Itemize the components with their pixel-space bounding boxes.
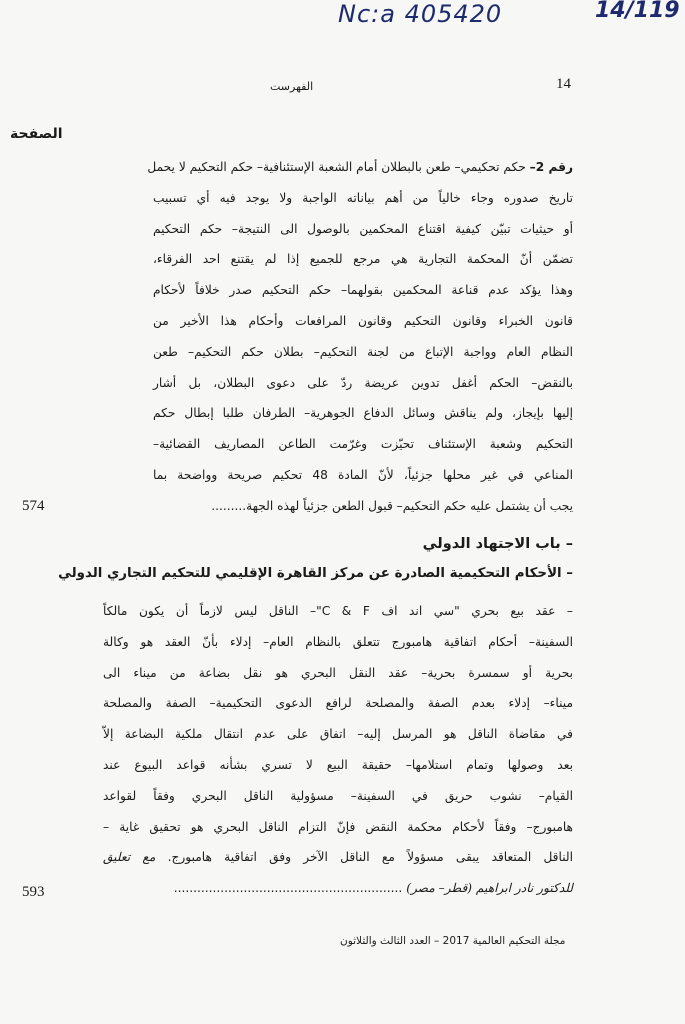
entry-line: بالنقض– الحكم أغفل تدوين عريضة ردّ على دعوى البطلان، بل أشار (153, 375, 573, 390)
entry-line: بعد وصولها وتمام استلامها– حقيقة البيع لا تسري بشأنه قواعد البيوع عند (103, 757, 573, 772)
entry-line: رقم 2– حكم تحكيمي– طعن بالبطلان أمام الشعبة الإستئنافية– حكم التحكيم لا يحمل (147, 160, 573, 174)
section-title: – باب الاجتهاد الدولي (422, 536, 573, 552)
entry-line: – عقد بيع بحري "سي اند اف C & F"– الناقل ليس لازماً أن يكون مالكاً (103, 604, 573, 618)
entry-line: السفينة– أحكام اتفاقية هامبورج تتعلق بالنظام العام– إدلاء بأنّ العقد هو وكالة (103, 634, 573, 649)
entry-line: قانون الخبراء وقانون التحكيم وقانون المرافعات وأحكام هذا الأخير من (153, 313, 573, 328)
entry-line: القيام– نشوب حريق في السفينة– مسؤولية الناقل البحري وفقاً لقواعد (103, 788, 573, 803)
page-number: 14 (556, 76, 571, 92)
entry-line (103, 873, 573, 904)
entry-line: وهذا يؤكد عدم قناعة المحكمين بقولهما– حكم التحكيم صدر خلافاً لأحكام (153, 283, 573, 298)
entry-lead: رقم 2– (529, 160, 573, 174)
entry-line: يجب أن يشتمل عليه حكم التحكيم– قبول الطعن جزئياً لهذه الجهة......... (211, 498, 573, 513)
entry-line: هامبورج– وفقاً لأحكام محكمة النقض فإنّ التزام الناقل البحري هو تحقيق غاية – (103, 819, 573, 834)
entry-line: ميناء– إدلاء بعدم الصفة والمصلحة لرافع الدعوى التحكيمية– الصفة والمصلحة (103, 696, 573, 711)
entry-line: تضمّن أنّ المحكمة التجارية هي مرجع للجميع إذا لم يقتنع احد الفرقاء، (153, 252, 573, 267)
entry-line: التحكيم وشعبة الإستئناف تحيّزت وغرّمت الطاعن المصاريف القضائية– (153, 437, 573, 452)
entry-line: بحرية أو سمسرة بحرية– عقد النقل البحري هو نقل بضاعة من ميناء الى (103, 665, 573, 680)
entry-line: الناقل المتعاقد يبقى مسؤولاً مع الناقل الآخر وفق اتفاقية هامبورج. مع تعليق (103, 850, 573, 865)
index-entry-2 (147, 152, 574, 522)
entry-line: المناعي في غير محلها جزئياً، لأنّ المادة 48 تحكيم صريحة وواضحة بما (153, 467, 574, 482)
comment-lead: مع تعليق (103, 850, 156, 865)
entry-line: أو حيثيات تبيّن كيفية اقتناع المحكمين بالوصول الى النتيجة– حكم التحكيم (153, 221, 573, 236)
entry-line: تاريخ صدوره وجاء خالياً من أهم بياناته الواجبة ولا يوجد فيه أي تسبيب (153, 190, 573, 205)
index-entry-cairo-award (103, 596, 573, 904)
running-head: الفهرست (270, 80, 314, 93)
page-ref-574: 574 (22, 498, 45, 514)
page-ref-593: 593 (22, 884, 45, 900)
comment-author: للدكتور نادر ابراهيم (قطر– مصر) (406, 881, 573, 896)
page-column-heading: الصفحة (10, 126, 63, 142)
journal-footer: مجلة التحكيم العالمية 2017 – العدد الثالث والثلاثون (340, 935, 566, 947)
entry-line: في مقاضاة الناقل هو المرسل إليه– اتفاق على عدم انتقال ملكية البضاعة إلاّ (103, 727, 573, 742)
entry-line: إليها بإيجاز، ولم يناقش وسائل الدفاع الجوهرية– الطرفان طلبا إبطال حكم (153, 406, 573, 421)
leader-dots: ........................................................... (173, 881, 403, 896)
subsection-title: – الأحكام التحكيمية الصادرة عن مركز القاهرة الإقليمي للتحكيم التجاري الدولي (58, 566, 573, 581)
handwritten-reference: Nc:a 405420 (338, 0, 503, 28)
entry-line: النظام العام وواجبة الإتباع من لجنة التحكيم– بطلان حكم التحكيم– طعن (153, 344, 573, 359)
handwritten-page-mark: 14/119 (595, 0, 680, 23)
